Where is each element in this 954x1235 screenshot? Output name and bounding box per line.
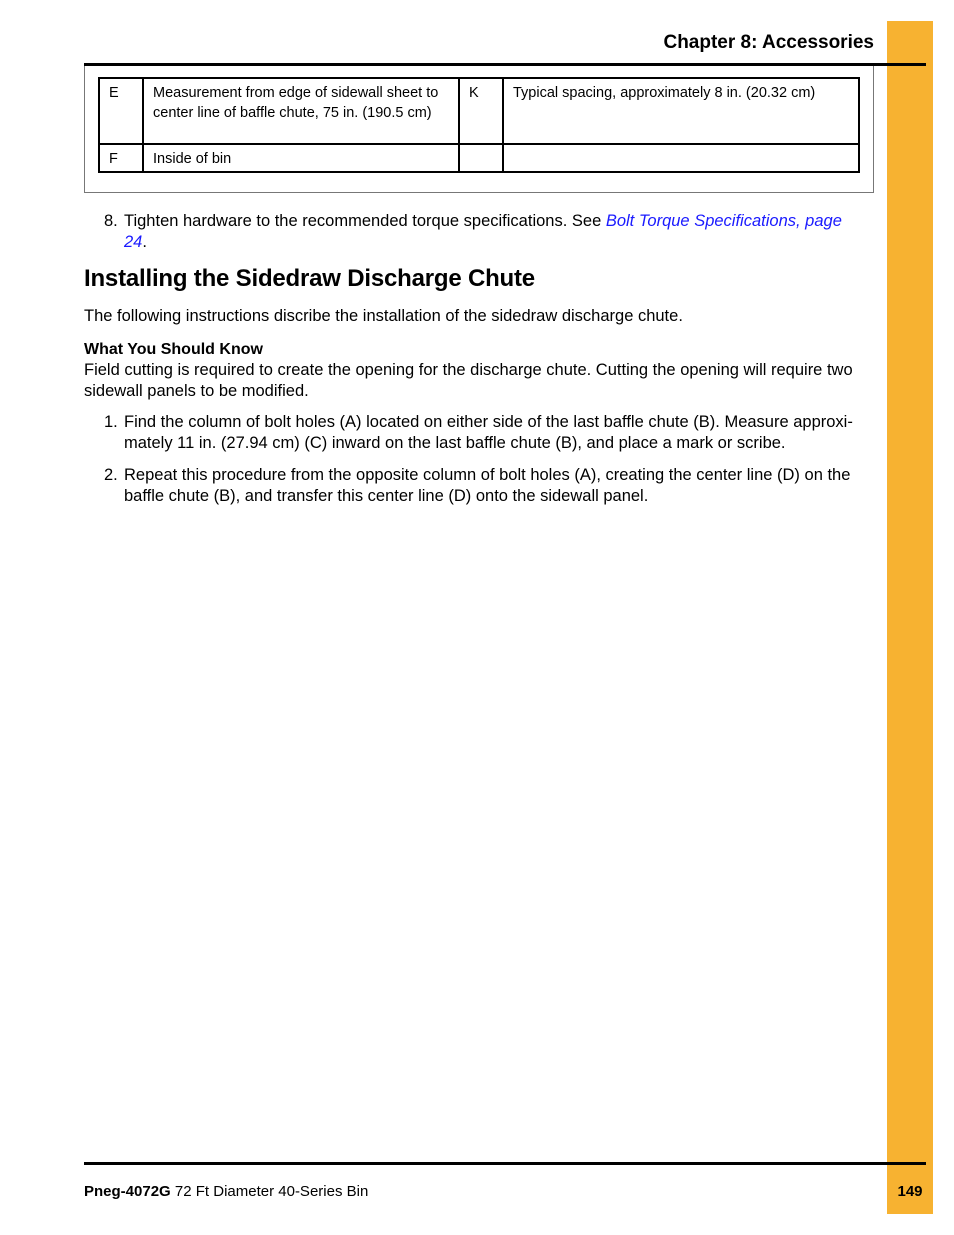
legend-key: K <box>459 78 503 144</box>
table-row <box>99 144 859 172</box>
section-heading: Installing the Sidedraw Discharge Chute <box>84 265 535 292</box>
legend-table <box>98 77 860 173</box>
step-8-text: Tighten hardware to the recommended torque specifications. See <box>124 212 606 230</box>
step-8 <box>104 211 864 253</box>
step-1 <box>104 412 864 454</box>
section-intro: The following instructions discribe the installation of the sidedraw discharge chute. <box>84 307 683 325</box>
table-row <box>99 78 859 144</box>
legend-description: Typical spacing, approximately 8 in. (20.32 cm) <box>503 78 859 144</box>
step-text: Find the column of bolt holes (A) located on either side of the last baffle chute (B). Measure approxi- mately 11 in. (27.94 cm) (C) inward on the last baffle chute (B), and place a mark or scribe. <box>124 413 853 452</box>
chapter-tab-strip <box>887 21 933 1214</box>
step-number: 8. <box>104 212 118 230</box>
step-text: Repeat this procedure from the opposite column of bolt holes (A), creating the center line (D) on the baffle chute (B), and transfer this center line (D) onto the sidewall panel. <box>124 466 851 505</box>
chapter-title: Chapter 8: Accessories <box>663 32 874 53</box>
bolt-torque-link[interactable]: Bolt Torque Specifications, page 24 <box>124 212 842 251</box>
legend-key <box>459 144 503 172</box>
legend-description: Inside of bin <box>143 144 459 172</box>
page-number: 149 <box>897 1183 923 1200</box>
step-text <box>124 211 864 253</box>
legend-description <box>503 144 859 172</box>
legend-key: E <box>99 78 143 144</box>
legend-key: F <box>99 144 143 172</box>
subheading: What You Should Know <box>84 341 263 358</box>
step-number: 1. <box>104 413 118 431</box>
footer-doc-info <box>84 1183 368 1200</box>
doc-title: 72 Ft Diameter 40-Series Bin <box>170 1183 369 1200</box>
step-8-suffix: . <box>142 233 147 251</box>
doc-number: Pneg-4072G <box>84 1183 171 1200</box>
legend-description: Measurement from edge of sidewall sheet to center line of baffle chute, 75 in. (190.5 cm) <box>143 78 459 144</box>
footer-rule <box>84 1162 926 1165</box>
step-number: 2. <box>104 466 118 484</box>
step-2 <box>104 465 864 507</box>
what-you-should-know <box>84 339 874 402</box>
know-text: Field cutting is required to create the opening for the discharge chute. Cutting the opening will require two sidewall panels to be modified. <box>84 361 853 400</box>
